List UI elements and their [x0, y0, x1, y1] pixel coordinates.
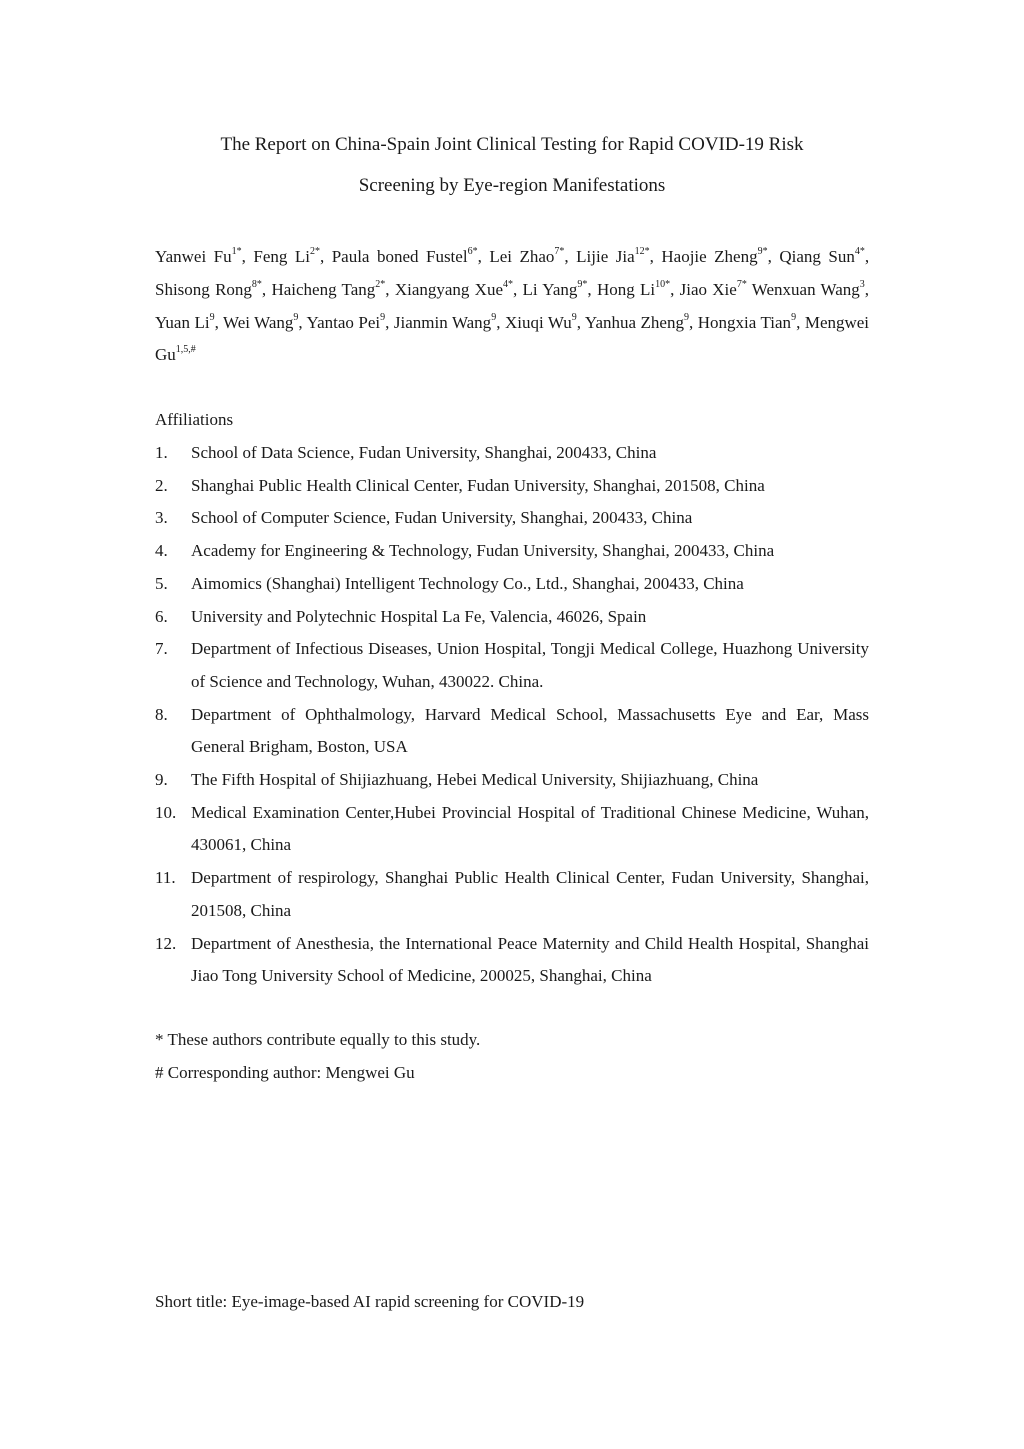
affiliation-item	[155, 699, 869, 764]
affiliation-text: Department of Infectious Diseases, Union Hospital, Tongji Medical College, Huazhong University of Science and Technology, Wuhan, 430022. China.	[191, 639, 869, 691]
affiliation-item	[155, 764, 869, 797]
author-separator: ,	[864, 279, 870, 299]
author-separator: ,	[576, 312, 585, 332]
affiliation-item	[155, 633, 869, 698]
affiliation-text: Shanghai Public Health Clinical Center, Fudan University, Shanghai, 201508, China	[191, 475, 765, 495]
author-separator: ,	[385, 279, 395, 299]
author-name: Yantao Pei	[306, 312, 381, 332]
author-name: Mengwei Gu	[155, 312, 870, 365]
author-affiliation-marker: 10*	[655, 278, 671, 290]
affiliation-text: Aimomics (Shanghai) Intelligent Technology Co., Ltd., Shanghai, 200433, China	[191, 573, 744, 593]
affiliation-text: Academy for Engineering & Technology, Fudan University, Shanghai, 200433, China	[191, 541, 775, 561]
affiliation-number: 2.	[155, 475, 168, 495]
author-name: Wenxuan Wang	[751, 279, 860, 299]
affiliation-item	[155, 437, 869, 470]
author-name: Yanhua Zheng	[584, 312, 684, 332]
author-separator: ,	[477, 247, 490, 266]
author-affiliation-marker: 2*	[375, 278, 386, 290]
author-affiliation-marker: 9	[380, 311, 386, 323]
affiliation-number: 3.	[155, 508, 168, 528]
author-list	[155, 241, 869, 372]
author-separator: ,	[298, 312, 307, 332]
author-separator: ,	[214, 312, 224, 332]
author-name: Haojie Zheng	[661, 247, 758, 266]
affiliation-item	[155, 502, 869, 535]
affiliation-item	[155, 535, 869, 568]
author-separator: ,	[670, 279, 680, 299]
author-separator: ,	[649, 247, 662, 266]
affiliation-number: 5.	[155, 573, 168, 593]
affiliation-item	[155, 928, 869, 993]
affiliation-number: 8.	[155, 704, 168, 724]
paper-title-line-2: Screening by Eye-region Manifestations	[358, 175, 666, 196]
affiliation-text: Department of Ophthalmology, Harvard Medical School, Massachusetts Eye and Ear, Mass General Brigham, Boston, USA	[191, 704, 869, 757]
affiliation-item	[155, 797, 869, 862]
affiliation-text: Medical Examination Center,Hubei Provincial Hospital of Traditional Chinese Medicine, Wuhan, 430061, China	[191, 802, 869, 855]
author-affiliation-marker: 8*	[251, 278, 262, 290]
author-affiliation-marker: 7*	[554, 246, 565, 257]
author-name: Qiang Sun	[779, 247, 855, 266]
author-affiliation-marker: 9	[683, 311, 689, 323]
author-affiliation-marker: 12*	[634, 246, 650, 257]
affiliation-number: 9.	[155, 770, 168, 790]
author-affiliation-marker: 4*	[503, 278, 513, 290]
paper-title-line-1: The Report on China-Spain Joint Clinical Testing for Rapid COVID-19 Risk	[220, 134, 804, 155]
author-name: Haicheng Tang	[271, 279, 376, 299]
affiliation-number: 10.	[155, 802, 177, 822]
author-affiliation-marker: 4*	[854, 246, 865, 257]
author-separator: ,	[319, 247, 332, 266]
author-name: Paula boned Fustel	[331, 247, 468, 266]
author-separator: ,	[688, 312, 698, 332]
author-name: Xiuqi Wu	[504, 312, 572, 332]
author-separator: ,	[587, 279, 597, 299]
affiliation-item	[155, 862, 869, 927]
author-name: Feng Li	[253, 247, 310, 266]
author-separator: ,	[864, 247, 870, 266]
author-affiliation-marker: 9*	[577, 278, 588, 290]
affiliation-text: School of Data Science, Fudan University, Shanghai, 200433, China	[191, 443, 657, 462]
author-affiliation-marker: 9	[293, 311, 299, 323]
author-affiliation-marker: 2*	[309, 246, 320, 257]
affiliation-number: 6.	[155, 606, 168, 626]
corresponding-author-note: # Corresponding author: Mengwei Gu	[155, 1063, 415, 1082]
affiliation-item	[155, 601, 869, 634]
short-title: Short title: Eye-image-based AI rapid screening for COVID-19	[155, 1292, 585, 1311]
author-affiliation-marker: 9	[571, 311, 577, 323]
author-name: Li Yang	[522, 279, 578, 299]
affiliations-heading: Affiliations	[155, 410, 234, 429]
affiliation-number: 12.	[155, 933, 177, 953]
author-affiliation-marker: 1,5,#	[175, 344, 196, 356]
author-affiliation-marker: 9	[491, 311, 497, 323]
author-name: Yanwei Fu	[155, 247, 232, 266]
author-affiliation-marker: 9*	[757, 246, 768, 257]
affiliation-text: The Fifth Hospital of Shijiazhuang, Hebei Medical University, Shijiazhuang, China	[191, 770, 759, 790]
affiliation-number: 11.	[155, 868, 176, 888]
author-name: Lijie Jia	[576, 247, 635, 266]
affiliation-text: Department of Anesthesia, the International Peace Maternity and Child Health Hospital, Shanghai Jiao Tong University School of Medicine, 200025, Shanghai, China	[191, 933, 869, 986]
author-separator: ,	[261, 279, 272, 299]
author-affiliation-marker: 9	[791, 311, 797, 323]
author-separator: ,	[241, 247, 254, 266]
author-affiliation-marker: 1*	[231, 246, 242, 257]
affiliation-item	[155, 568, 869, 601]
author-separator: ,	[796, 312, 805, 332]
affiliation-item	[155, 470, 869, 503]
affiliation-text: University and Polytechnic Hospital La Fe, Valencia, 46026, Spain	[191, 606, 647, 626]
author-name: Shisong Rong	[155, 279, 252, 299]
affiliations-list	[155, 437, 869, 993]
author-name: Jiao Xie	[679, 279, 737, 299]
author-separator: ,	[564, 247, 577, 266]
author-separator: ,	[385, 312, 394, 332]
author-name: Jianmin Wang	[393, 312, 492, 332]
author-name: Wei Wang	[223, 312, 294, 332]
author-name: Yuan Li	[155, 312, 210, 332]
affiliation-number: 1.	[155, 443, 168, 462]
author-name: Hongxia Tian	[697, 312, 792, 332]
author-name: Xiangyang Xue	[394, 279, 503, 299]
affiliation-text: School of Computer Science, Fudan University, Shanghai, 200433, China	[191, 508, 693, 528]
author-separator: ,	[767, 247, 780, 266]
author-affiliation-marker: 9	[209, 311, 215, 323]
affiliation-number: 4.	[155, 541, 168, 561]
author-affiliation-marker: 7*	[736, 278, 747, 290]
affiliation-number: 7.	[155, 639, 168, 659]
affiliation-text: Department of respirology, Shanghai Public Health Clinical Center, Fudan University, Shanghai, 201508, China	[191, 868, 869, 920]
author-affiliation-marker: 3	[859, 278, 865, 290]
author-name: Hong Li	[596, 279, 656, 299]
author-affiliation-marker: 6*	[467, 246, 478, 257]
author-separator: ,	[513, 279, 523, 299]
equal-contribution-note: * These authors contribute equally to this study.	[155, 1030, 481, 1049]
author-separator: ,	[496, 312, 505, 332]
author-name: Lei Zhao	[489, 247, 555, 266]
